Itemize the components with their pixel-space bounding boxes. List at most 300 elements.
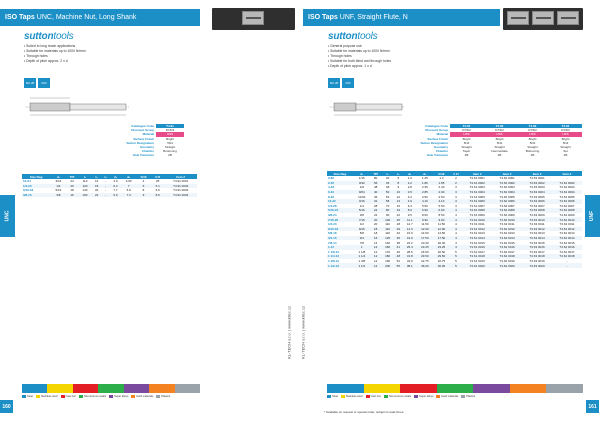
table-cell: 1/4 [359, 203, 364, 208]
table-cell: T4.61 0005 [469, 194, 485, 199]
table-cell: 1 1/8 [358, 249, 366, 254]
table-cell: 3.5 [403, 190, 417, 195]
table-cell: 8.50 [421, 213, 428, 218]
table-cell: T4.61 0013 [469, 231, 485, 236]
spec-value: HSS [156, 132, 184, 136]
material-swatch [364, 384, 401, 393]
table-cell: 125 [381, 236, 393, 241]
legend-label: Stainless steel [345, 395, 363, 399]
column-header: Size Reg. [327, 171, 354, 176]
legend-item [327, 395, 338, 398]
table-cell: 12 [370, 263, 382, 268]
table-cell: 45 [381, 181, 393, 186]
table-cell: 18 [370, 227, 382, 232]
spec-value: Intermediate [491, 149, 508, 154]
table-cell: 6-40 [327, 190, 354, 195]
table-cell: T4.62 0013 [499, 231, 515, 236]
table-cell: 36.00 [433, 263, 450, 268]
table-cell: 19.0 [403, 236, 417, 241]
table-cell: 3/4 [354, 236, 370, 241]
column-header: Item # [462, 171, 492, 176]
spec-value: 5N4 [529, 140, 536, 145]
table-cell: 4.2 [407, 194, 412, 199]
table-cell: T4.61 0006 [462, 199, 492, 204]
table-cell: 4 [455, 222, 457, 227]
table-cell: 1/2-20 [328, 222, 337, 227]
table-cell: T4.64 0013 [559, 231, 575, 236]
table-cell: T4.62 0015 [499, 240, 515, 245]
table-cell: T4.63 0011 [529, 222, 545, 227]
table-cell: T4.91 0003 [173, 188, 189, 193]
table-cell: T4.63 0010 [522, 217, 552, 222]
material-swatch [175, 384, 200, 393]
table-cell: 3/8 [359, 213, 364, 218]
table-cell: 16 [396, 203, 400, 208]
table-cell: 110 [385, 222, 390, 227]
spec-label: Geometry [139, 145, 154, 150]
table-cell: T4.61 0001 [469, 176, 485, 181]
right-brand-logo: suttontools [328, 31, 378, 42]
table-cell: 1-12 [327, 245, 354, 250]
table-cell: 18 [374, 231, 378, 236]
table-cell: 10-32 [327, 199, 354, 204]
table-cell: 20 [374, 222, 378, 227]
table-cell: 2.35 [421, 185, 428, 190]
table-cell: 48 [385, 185, 390, 190]
table-cell: 9.5 [407, 213, 412, 218]
table-cell: T4.61 0018 [462, 254, 492, 259]
column-header: Size Reg. [22, 174, 51, 179]
table-cell: 5.1 [151, 184, 165, 189]
table-cell: - [102, 184, 110, 189]
legend-label: Plastics [161, 395, 171, 399]
table-cell: 28.6 [406, 249, 413, 254]
table-cell: 26.50 [421, 249, 429, 254]
spec-value: T4.63 [516, 124, 549, 128]
table-cell: 7/8 [359, 240, 364, 245]
table-cell: 40 [370, 190, 382, 195]
table-cell: T4.63 0016 [522, 245, 552, 250]
table-cell: 6.90 [417, 208, 434, 213]
table-cell: T4.61 0003 [469, 185, 485, 190]
spec-label: Material [142, 132, 154, 137]
table-cell: 7 [121, 184, 136, 189]
table-cell: - [105, 179, 107, 184]
table-cell: 6.90 [433, 208, 450, 213]
spec-value: T4.61 [450, 124, 483, 128]
legend-label: Stainless steel [40, 395, 58, 399]
table-cell: T4.61 0017 [469, 249, 485, 254]
table-cell: 14 [374, 240, 378, 245]
tap-thumbnail [532, 11, 554, 25]
table-cell: 5.50 [438, 203, 445, 208]
table-cell: T4.63 0020 [522, 263, 552, 268]
table-cell: T4.63 0012 [522, 227, 552, 232]
table-cell: T4.63 0006 [522, 199, 552, 204]
table-cell: - [566, 258, 568, 263]
table-cell: T4.64 0004 [552, 190, 582, 195]
table-cell: 3/16 [55, 179, 62, 184]
table-cell: T4.61 0004 [462, 190, 492, 195]
table-cell: 7/16 [354, 217, 370, 222]
table-cell: 18 [70, 188, 74, 193]
table-cell: 9.90 [417, 217, 434, 222]
table-cell: 3 [450, 199, 462, 204]
table-cell: 12 [370, 245, 382, 250]
table-cell: T4.61 0008 [462, 208, 492, 213]
column-header: d₂ [110, 174, 122, 179]
table-cell: 1 1/4 [354, 254, 370, 259]
table-cell: 200 [381, 263, 393, 268]
table-cell: 2.40 [438, 185, 445, 190]
spec-value: 5N4 [167, 140, 173, 145]
table-cell: 38 [396, 240, 400, 245]
spec-value: 2B [563, 153, 568, 158]
left-tap-drawing [24, 93, 134, 121]
spec-value: HSS [549, 132, 582, 136]
right-side-tab: UNF [585, 195, 600, 237]
table-cell: 36 [374, 194, 378, 199]
spec-value: D7/D2 [561, 128, 570, 133]
table-cell: T4.64 0015 [559, 240, 575, 245]
table-cell: T4.61 0002 [462, 181, 492, 186]
table-cell: 24 [374, 213, 378, 218]
table-cell: 3.93 [125, 179, 132, 184]
column-header: l₂ [92, 174, 102, 179]
table-cell: T4.61 0016 [462, 245, 492, 250]
table-cell: 3.50 [438, 194, 445, 199]
right-bullet-list [328, 44, 391, 69]
table-cell: 48 [394, 254, 403, 259]
material-swatch [47, 384, 72, 393]
table-cell: 40 [385, 176, 390, 181]
table-cell: 5 [450, 263, 462, 268]
column-header: d₁ [51, 174, 66, 179]
table-cell: 4.9 [113, 179, 118, 184]
spec-value: 5N4 [496, 140, 503, 145]
spec-value: 5N4 [463, 140, 470, 145]
bullet-item: • Suitable for materials up to 1000 N/mm² [24, 49, 86, 54]
right-title-band [303, 9, 500, 26]
material-swatch [437, 384, 474, 393]
bullet-item: • Suitable for both blind and through holes [328, 59, 391, 64]
legend-swatch [156, 395, 160, 398]
spec-label: Discount Group [131, 128, 154, 133]
table-cell: 25 [155, 179, 160, 184]
spec-value: T4.62 [483, 124, 516, 128]
table-cell: 11.50 [437, 222, 446, 227]
bullet-item: • Suited to long reach applications [24, 44, 86, 49]
right-page [300, 0, 600, 424]
table-cell: T4.62 0002 [492, 181, 522, 186]
legend-swatch [22, 395, 26, 398]
spec-value: Bright [528, 136, 537, 141]
table-cell: 8.0 [403, 208, 417, 213]
bullet-item: • Suitable for materials up to 1000 N/mm² [328, 49, 391, 54]
table-cell: 4.9 [403, 199, 417, 204]
table-cell: 58 [381, 199, 393, 204]
material-swatch [149, 384, 174, 393]
standard-chip: ISO 2B [328, 78, 340, 88]
table-cell: T4.63 0004 [522, 190, 552, 195]
table-cell: 20.40 [421, 240, 429, 245]
legend-label: Hard materials [136, 395, 154, 399]
table-cell: T4.62 0008 [492, 208, 522, 213]
legend-swatch [79, 395, 83, 398]
standard-chip: UNC [38, 78, 50, 88]
legend-item [436, 395, 458, 398]
table-row [327, 194, 582, 199]
legend-item [384, 395, 411, 398]
table-cell: 32.75 [437, 258, 446, 263]
left-data-table [22, 174, 197, 197]
spec-value: 5N4 [562, 140, 569, 145]
legend-swatch [61, 395, 65, 398]
spec-value: T4.91 [156, 124, 184, 128]
table-cell: 2.2 [403, 181, 417, 186]
material-swatch [473, 384, 510, 393]
left-side-tab: UNC [0, 195, 15, 237]
table-cell: T4.63 0005 [529, 194, 545, 199]
table-cell: T4.91 0002 [164, 184, 197, 189]
table-cell: 7/16-20 [327, 217, 354, 222]
table-cell: 12 [374, 249, 378, 254]
table-cell: 56 [370, 181, 382, 186]
table-cell: 55 [394, 263, 403, 268]
spec-value: Straight [461, 145, 472, 150]
table-cell: 23.25 [433, 245, 450, 250]
table-cell: 12.90 [433, 227, 450, 232]
left-material-bar [22, 384, 200, 393]
table-cell: T4.63 0017 [529, 249, 545, 254]
table-cell: 2 [450, 181, 462, 186]
table-cell: 6.5 [155, 188, 160, 193]
table-cell: 35 [394, 236, 403, 241]
table-cell: T4.62 0014 [492, 236, 522, 241]
legend-swatch [436, 395, 440, 398]
table-cell: - [552, 263, 582, 268]
table-cell: 3/8-16 [22, 193, 51, 198]
table-cell: 90 [385, 213, 390, 218]
table-cell: 140 [385, 240, 391, 245]
table-cell: T4.61 0012 [462, 227, 492, 232]
table-cell: 1 3/8 [358, 258, 366, 263]
table-cell: 12 [370, 254, 382, 259]
table-cell: 1 3/8-12 [328, 258, 340, 263]
table-cell: 3/32 [354, 181, 370, 186]
spec-value: 2B [530, 153, 535, 158]
legend-swatch [384, 395, 388, 398]
table-cell: 41 [394, 245, 403, 250]
table-cell: 8 [142, 188, 145, 193]
column-header: l₂ [394, 171, 403, 176]
material-swatch [73, 384, 98, 393]
spec-value: HSS [483, 132, 516, 136]
table-cell: T4.62 0020 [492, 263, 522, 268]
table-cell: 4 [455, 213, 457, 218]
legend-label: Super alloys [419, 395, 434, 399]
table-cell: 5.9 [126, 188, 131, 193]
table-cell: 3 [455, 194, 457, 199]
table-cell: 7.3 [121, 193, 136, 198]
table-cell: 32 [370, 199, 382, 204]
table-cell: 4 [142, 179, 145, 184]
table-cell: 10 [394, 190, 403, 195]
table-cell: 11/64 [358, 194, 366, 199]
table-cell: 25 [394, 217, 403, 222]
column-header: d₃ [417, 171, 434, 176]
table-cell: 4 [450, 245, 462, 250]
table-cell: T4.63 0015 [529, 240, 545, 245]
spec-value: Straight [494, 145, 505, 150]
spec-value: HSS [450, 132, 483, 136]
table-cell: 9.0 [110, 193, 122, 198]
table-cell: 1 1/2 [354, 263, 370, 268]
table-cell: 23.25 [417, 245, 434, 250]
bullet-item: • Depth of pitch approx. 1 x d [328, 64, 391, 69]
table-cell: 6.4 [407, 203, 412, 208]
column-header: Drill [433, 171, 450, 176]
table-cell: 29.50 [417, 254, 434, 259]
table-cell: 31.8 [403, 254, 417, 259]
left-page-number: 160 [0, 400, 13, 413]
table-cell: 3/16 [354, 199, 370, 204]
table-cell: T4.64 0010 [552, 217, 582, 222]
table-cell: 3 [455, 203, 457, 208]
table-cell: T4.64 0007 [559, 203, 575, 208]
table-cell: 6.4 [110, 184, 122, 189]
table-row [327, 263, 582, 268]
left-standard-chips [24, 78, 50, 88]
table-cell: 100 [381, 217, 393, 222]
table-cell: 4 [450, 208, 462, 213]
table-cell: 170 [385, 249, 391, 254]
right-tap-drawing [328, 93, 408, 121]
spec-value: D7/D2 [165, 128, 175, 133]
column-header: Item # [522, 171, 552, 176]
legend-item [22, 395, 33, 398]
legend-label: Super alloys [114, 395, 129, 399]
table-cell: T4.63 0009 [529, 213, 545, 218]
table-cell: T4.63 0013 [529, 231, 545, 236]
table-cell: T4.64 0012 [552, 227, 582, 232]
spec-value: Taper [462, 149, 471, 154]
table-cell: 32 [396, 231, 400, 236]
table-cell: 3/4-16 [327, 236, 354, 241]
spec-value: Bright [495, 136, 504, 141]
legend-label: Steel [27, 395, 33, 399]
spec-label: Surface Finish [133, 136, 154, 141]
spec-value: D7/D2 [462, 128, 471, 133]
table-cell: 2-56 [327, 181, 354, 186]
table-cell: 160 [381, 245, 393, 250]
column-header: l₁ [78, 174, 91, 179]
table-cell: 8.0 [151, 193, 165, 198]
table-cell: 25.4 [403, 245, 417, 250]
table-cell: 17.50 [417, 236, 434, 241]
right-spec-table [404, 124, 582, 158]
spec-value: Bright [462, 136, 471, 141]
table-cell: 2 [455, 176, 457, 181]
material-swatch [124, 384, 149, 393]
table-cell: 36.00 [417, 263, 434, 268]
table-cell: T4.61 0009 [469, 213, 485, 218]
table-cell: 7.7 [113, 188, 118, 193]
spec-label: Chamfer [141, 149, 154, 154]
spec-value: Set [563, 149, 568, 154]
table-cell: 190 [385, 258, 391, 263]
right-title: ISO Taps UNF, Straight Flute, N [308, 14, 408, 21]
legend-label: Steel [332, 395, 338, 399]
table-cell: T4.64 0008 [552, 208, 582, 213]
table-cell: 4 [450, 236, 462, 241]
spec-value: D7/D2 [528, 128, 537, 133]
table-cell: 38.1 [403, 263, 417, 268]
table-cell: T4.62 0009 [499, 213, 515, 218]
left-title-band [0, 9, 200, 26]
material-swatch [98, 384, 123, 393]
table-cell: 1 1/8-12 [328, 249, 340, 254]
left-title: ISO Taps UNC, Machine Nut, Long Shank [5, 14, 137, 21]
table-cell: 9/64 [354, 190, 370, 195]
table-cell: 4.10 [433, 199, 450, 204]
table-cell: T4.62 0001 [499, 176, 515, 181]
table-cell: 24 [70, 179, 74, 184]
table-cell: 10-24 [23, 179, 31, 184]
table-cell: T4.64 0018 [552, 254, 582, 259]
table-cell: 3 [450, 190, 462, 195]
table-cell: 5 [397, 176, 400, 181]
table-cell: 1/4-20 [22, 184, 51, 189]
spec-label: Surface Finish [427, 136, 448, 141]
spec-label: Catalogue Code [131, 124, 154, 128]
legend-item [109, 395, 128, 398]
table-cell: T4.64 0014 [552, 236, 582, 241]
legend-swatch [341, 395, 345, 398]
table-cell: T4.62 0007 [499, 203, 515, 208]
spec-label: Catalogue Code [425, 124, 448, 128]
table-cell: 8 [394, 181, 403, 186]
left-bullet-list [24, 44, 86, 64]
spec-label: Discount Group [425, 128, 448, 133]
table-cell: T4.63 0018 [522, 254, 552, 259]
table-cell: 9/16 [354, 227, 370, 232]
column-header: TPI [66, 174, 79, 179]
table-cell: 19 [394, 208, 403, 213]
table-cell: 5/8-18 [328, 231, 337, 236]
table-cell: 20 [94, 188, 99, 193]
legend-item [61, 395, 76, 398]
table-cell: T4.62 0012 [492, 227, 522, 232]
table-cell: 1.85 [433, 181, 450, 186]
table-cell: 1 [354, 245, 370, 250]
tap-thumbnail [557, 11, 579, 25]
table-cell: 29 [394, 227, 403, 232]
table-cell: 7/8-14 [328, 240, 337, 245]
legend-swatch [461, 395, 465, 398]
bullet-item: • Depth of pitch approx. 2 x d [24, 59, 86, 64]
table-cell: T4.62 0011 [499, 222, 515, 227]
column-header: # Fl [450, 171, 462, 176]
table-row [22, 193, 197, 198]
table-cell: 180 [381, 254, 393, 259]
table-cell: 1/16 [358, 176, 365, 181]
right-product-image [503, 8, 583, 30]
table-cell: 14.3 [403, 227, 417, 232]
right-standard-chips [328, 78, 354, 88]
table-cell: 20 [370, 217, 382, 222]
left-vertical-url: KL-TECH s.r.o. | www.kltec.cz [286, 305, 292, 360]
